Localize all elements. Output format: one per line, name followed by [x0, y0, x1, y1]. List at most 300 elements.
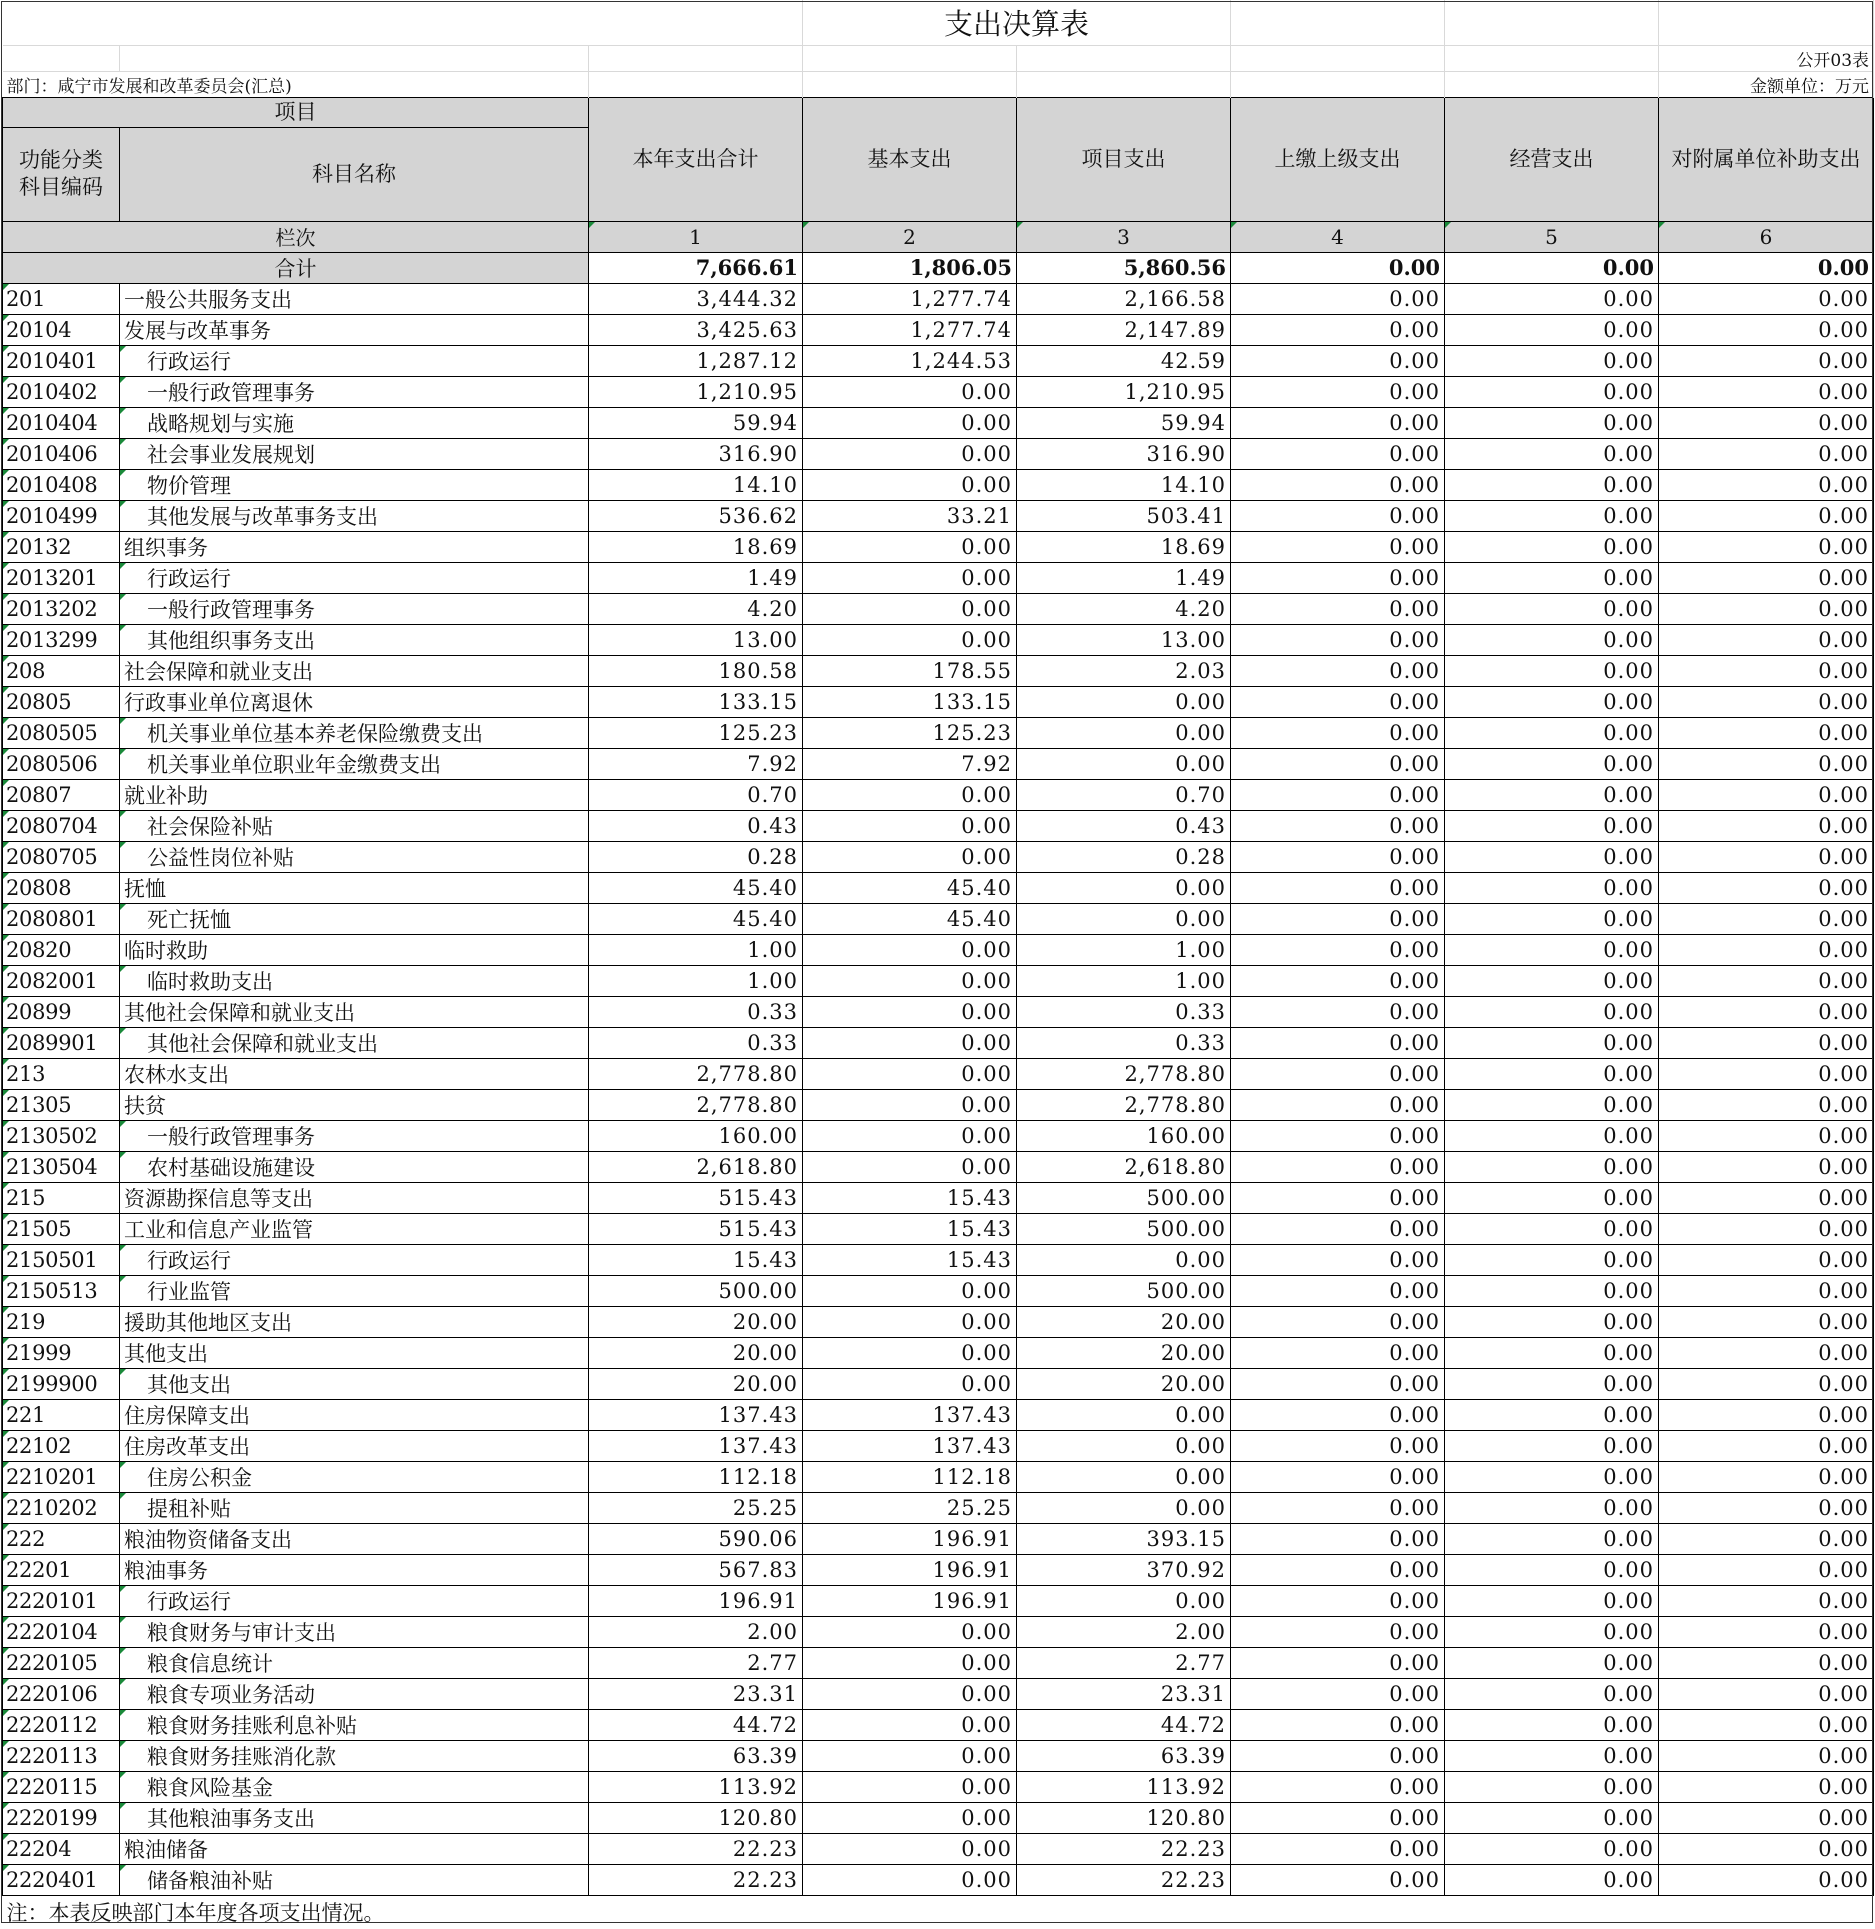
- subject-name: 发展与改革事务: [120, 314, 589, 345]
- amount-cell: 112.18: [589, 1461, 803, 1492]
- amount-cell: 0.00: [1445, 1523, 1659, 1554]
- amount-cell: 2,618.80: [1017, 1151, 1231, 1182]
- subject-name: 社会保障和就业支出: [120, 655, 589, 686]
- amount-cell: 120.80: [1017, 1802, 1231, 1833]
- table-row: [3, 1213, 1874, 1244]
- amount-cell: 0.00: [1231, 810, 1445, 841]
- subject-name: 住房公积金: [120, 1461, 589, 1492]
- amount-cell: 23.31: [1017, 1678, 1231, 1709]
- amount-cell: 22.23: [1017, 1833, 1231, 1864]
- amount-cell: 0.00: [1659, 469, 1874, 500]
- amount-cell: 0.00: [1017, 1399, 1231, 1430]
- amount-cell: 0.00: [1445, 1864, 1659, 1895]
- subject-code: 2220112: [3, 1709, 120, 1740]
- amount-cell: 0.00: [803, 779, 1017, 810]
- amount-cell: 22.23: [589, 1864, 803, 1895]
- subject-name: 住房保障支出: [120, 1399, 589, 1430]
- amount-cell: 15.43: [803, 1182, 1017, 1213]
- amount-cell: 22.23: [589, 1833, 803, 1864]
- amount-cell: 500.00: [589, 1275, 803, 1306]
- amount-cell: 25.25: [589, 1492, 803, 1523]
- subject-name: 行业监管: [120, 1275, 589, 1306]
- amount-cell: 0.00: [1659, 1833, 1874, 1864]
- amount-cell: 0.00: [1445, 717, 1659, 748]
- subject-code: 2220401: [3, 1864, 120, 1895]
- amount-cell: 0.00: [1231, 407, 1445, 438]
- column-number: 5: [1445, 221, 1659, 252]
- amount-cell: 0.00: [1659, 531, 1874, 562]
- amount-cell: 0.00: [1445, 1709, 1659, 1740]
- amount-cell: 0.00: [1659, 810, 1874, 841]
- subject-code: 2210202: [3, 1492, 120, 1523]
- amount-cell: 0.00: [803, 1678, 1017, 1709]
- amount-cell: 1.00: [589, 965, 803, 996]
- amount-cell: 0.00: [1659, 965, 1874, 996]
- amount-unit-label: 金额单位：万元: [1659, 71, 1874, 97]
- amount-cell: 590.06: [589, 1523, 803, 1554]
- amount-cell: 0.00: [1231, 438, 1445, 469]
- header-col-total: 本年支出合计: [589, 97, 803, 221]
- table-row: [3, 1306, 1874, 1337]
- subject-name: 提租补贴: [120, 1492, 589, 1523]
- amount-cell: 0.00: [803, 1058, 1017, 1089]
- table-row: [3, 1802, 1874, 1833]
- amount-cell: 1,210.95: [589, 376, 803, 407]
- amount-cell: 0.00: [1231, 1120, 1445, 1151]
- amount-cell: 0.00: [1231, 1523, 1445, 1554]
- amount-cell: 500.00: [1017, 1275, 1231, 1306]
- amount-cell: 0.00: [1445, 407, 1659, 438]
- header-project: 项目: [3, 97, 589, 127]
- amount-cell: 0.00: [1017, 903, 1231, 934]
- amount-cell: 0.00: [1659, 438, 1874, 469]
- subject-name: 战略规划与实施: [120, 407, 589, 438]
- amount-cell: 567.83: [589, 1554, 803, 1585]
- amount-cell: 0.00: [1445, 500, 1659, 531]
- subject-code: 2080506: [3, 748, 120, 779]
- amount-cell: 0.00: [1659, 1182, 1874, 1213]
- subject-code: 2210201: [3, 1461, 120, 1492]
- amount-cell: 0.00: [1445, 1120, 1659, 1151]
- amount-cell: 0.00: [1659, 1213, 1874, 1244]
- amount-cell: 0.00: [1659, 1709, 1874, 1740]
- subject-name: 粮食财务与审计支出: [120, 1616, 589, 1647]
- amount-cell: 0.00: [1231, 1244, 1445, 1275]
- amount-cell: 0.00: [1231, 1213, 1445, 1244]
- amount-cell: 0.00: [1659, 1461, 1874, 1492]
- subject-name: 粮食专项业务活动: [120, 1678, 589, 1709]
- amount-cell: 0.00: [1445, 1368, 1659, 1399]
- table-row: [3, 438, 1874, 469]
- subject-code: 22204: [3, 1833, 120, 1864]
- subject-name: 农村基础设施建设: [120, 1151, 589, 1182]
- amount-cell: 0.00: [1231, 903, 1445, 934]
- amount-cell: 0.00: [1231, 1027, 1445, 1058]
- amount-cell: 0.00: [1659, 1275, 1874, 1306]
- subject-code: 2080801: [3, 903, 120, 934]
- amount-cell: 0.00: [1659, 624, 1874, 655]
- amount-cell: 0.00: [1445, 562, 1659, 593]
- amount-cell: 20.00: [589, 1306, 803, 1337]
- subject-code: 22102: [3, 1430, 120, 1461]
- amount-cell: 0.00: [803, 593, 1017, 624]
- amount-cell: 0.00: [803, 1027, 1017, 1058]
- amount-cell: 0.00: [803, 469, 1017, 500]
- table-row: [3, 1120, 1874, 1151]
- expenditure-table: [2, 0, 1874, 1929]
- amount-cell: 0.00: [1231, 376, 1445, 407]
- amount-cell: 0.00: [1231, 1461, 1445, 1492]
- table-row: [3, 810, 1874, 841]
- amount-cell: 0.00: [1231, 1864, 1445, 1895]
- header-col-project: 项目支出: [1017, 97, 1231, 221]
- subject-code: 21999: [3, 1337, 120, 1368]
- amount-cell: 0.00: [1659, 686, 1874, 717]
- amount-cell: 15.43: [803, 1213, 1017, 1244]
- amount-cell: 0.00: [1659, 748, 1874, 779]
- amount-cell: 0.00: [1659, 717, 1874, 748]
- amount-cell: 0.00: [803, 810, 1017, 841]
- amount-cell: 196.91: [589, 1585, 803, 1616]
- subject-code: 20807: [3, 779, 120, 810]
- amount-cell: 59.94: [1017, 407, 1231, 438]
- amount-cell: 0.00: [1445, 1461, 1659, 1492]
- amount-cell: 45.40: [803, 903, 1017, 934]
- amount-cell: 1,277.74: [803, 283, 1017, 314]
- amount-cell: 0.00: [803, 1120, 1017, 1151]
- amount-cell: 503.41: [1017, 500, 1231, 531]
- amount-cell: 515.43: [589, 1182, 803, 1213]
- amount-cell: 0.00: [803, 407, 1017, 438]
- amount-cell: 1.49: [589, 562, 803, 593]
- subject-code: 20104: [3, 314, 120, 345]
- amount-cell: 0.00: [1659, 1492, 1874, 1523]
- subject-name: 抚恤: [120, 872, 589, 903]
- amount-cell: 137.43: [803, 1430, 1017, 1461]
- amount-cell: 0.00: [803, 996, 1017, 1027]
- table-row: [3, 1709, 1874, 1740]
- table-row: [3, 407, 1874, 438]
- total-value: 0.00: [1231, 252, 1445, 283]
- subject-code: 2013299: [3, 624, 120, 655]
- amount-cell: 0.00: [1445, 810, 1659, 841]
- subject-code: 2080505: [3, 717, 120, 748]
- amount-cell: 0.00: [1231, 1337, 1445, 1368]
- amount-cell: 0.28: [589, 841, 803, 872]
- amount-cell: 0.00: [1231, 531, 1445, 562]
- amount-cell: 0.00: [1445, 1740, 1659, 1771]
- amount-cell: 0.00: [1017, 1585, 1231, 1616]
- subject-name: 组织事务: [120, 531, 589, 562]
- table-note: 注：本表反映部门本年度各项支出情况。: [6, 1901, 385, 1926]
- amount-cell: 0.33: [1017, 996, 1231, 1027]
- amount-cell: 196.91: [803, 1585, 1017, 1616]
- subject-name: 一般公共服务支出: [120, 283, 589, 314]
- amount-cell: 2,778.80: [1017, 1089, 1231, 1120]
- amount-cell: 393.15: [1017, 1523, 1231, 1554]
- subject-code: 2010402: [3, 376, 120, 407]
- amount-cell: 45.40: [589, 903, 803, 934]
- amount-cell: 2,778.80: [1017, 1058, 1231, 1089]
- subject-code: 2220113: [3, 1740, 120, 1771]
- table-row: [3, 500, 1874, 531]
- amount-cell: 0.00: [1231, 345, 1445, 376]
- subject-code: 2080704: [3, 810, 120, 841]
- subject-name: 粮油物资储备支出: [120, 1523, 589, 1554]
- amount-cell: 1,287.12: [589, 345, 803, 376]
- amount-cell: 0.00: [1445, 1833, 1659, 1864]
- amount-cell: 0.00: [1445, 686, 1659, 717]
- page-title: 支出决算表: [803, 0, 1231, 45]
- row-number-label: 栏次: [3, 221, 589, 252]
- amount-cell: 0.00: [1231, 1182, 1445, 1213]
- amount-cell: 0.00: [1445, 438, 1659, 469]
- amount-cell: 7.92: [803, 748, 1017, 779]
- amount-cell: 44.72: [1017, 1709, 1231, 1740]
- amount-cell: 0.00: [1017, 1430, 1231, 1461]
- amount-cell: 4.20: [589, 593, 803, 624]
- column-number: 2: [803, 221, 1017, 252]
- subject-code: 20805: [3, 686, 120, 717]
- form-number: 公开03表: [1659, 45, 1874, 71]
- subject-name: 行政运行: [120, 562, 589, 593]
- subject-code: 2010499: [3, 500, 120, 531]
- amount-cell: 0.33: [1017, 1027, 1231, 1058]
- header-col-upper: 上缴上级支出: [1231, 97, 1445, 221]
- subject-code: 2199900: [3, 1368, 120, 1399]
- amount-cell: 0.00: [1659, 1616, 1874, 1647]
- amount-cell: 316.90: [589, 438, 803, 469]
- amount-cell: 0.00: [803, 1647, 1017, 1678]
- amount-cell: 0.00: [1231, 469, 1445, 500]
- subject-code: 2220199: [3, 1802, 120, 1833]
- total-value: 0.00: [1659, 252, 1874, 283]
- table-row: [3, 1678, 1874, 1709]
- subject-name: 资源勘探信息等支出: [120, 1182, 589, 1213]
- amount-cell: 20.00: [1017, 1337, 1231, 1368]
- amount-cell: 0.00: [1445, 376, 1659, 407]
- subject-code: 219: [3, 1306, 120, 1337]
- subject-name: 机关事业单位职业年金缴费支出: [120, 748, 589, 779]
- amount-cell: 515.43: [589, 1213, 803, 1244]
- subject-code: 2220106: [3, 1678, 120, 1709]
- amount-cell: 0.00: [1445, 1027, 1659, 1058]
- amount-cell: 0.00: [1445, 841, 1659, 872]
- amount-cell: 0.00: [1659, 283, 1874, 314]
- table-row: [3, 314, 1874, 345]
- table-row: [3, 965, 1874, 996]
- amount-cell: 0.00: [1231, 655, 1445, 686]
- subject-code: 2080705: [3, 841, 120, 872]
- subject-code: 213: [3, 1058, 120, 1089]
- amount-cell: 0.00: [1445, 748, 1659, 779]
- subject-name: 行政运行: [120, 345, 589, 376]
- amount-cell: 113.92: [1017, 1771, 1231, 1802]
- amount-cell: 15.43: [803, 1244, 1017, 1275]
- amount-cell: 0.00: [1445, 965, 1659, 996]
- table-row: [3, 283, 1874, 314]
- subject-name: 物价管理: [120, 469, 589, 500]
- table-row: [3, 1399, 1874, 1430]
- table-row: [3, 748, 1874, 779]
- amount-cell: 0.00: [1445, 1399, 1659, 1430]
- amount-cell: 0.00: [1017, 872, 1231, 903]
- total-value: 1,806.05: [803, 252, 1017, 283]
- subject-name: 援助其他地区支出: [120, 1306, 589, 1337]
- table-row: [3, 1864, 1874, 1895]
- amount-cell: 0.00: [803, 1771, 1017, 1802]
- subject-name: 一般行政管理事务: [120, 1120, 589, 1151]
- amount-cell: 4.20: [1017, 593, 1231, 624]
- amount-cell: 0.00: [1659, 1802, 1874, 1833]
- amount-cell: 0.00: [1017, 717, 1231, 748]
- table-row: [3, 1182, 1874, 1213]
- subject-code: 215: [3, 1182, 120, 1213]
- amount-cell: 45.40: [803, 872, 1017, 903]
- subject-code: 20132: [3, 531, 120, 562]
- table-row: [3, 1430, 1874, 1461]
- amount-cell: 0.00: [803, 1740, 1017, 1771]
- amount-cell: 20.00: [589, 1368, 803, 1399]
- column-number: 6: [1659, 221, 1874, 252]
- amount-cell: 0.00: [1231, 748, 1445, 779]
- amount-cell: 22.23: [1017, 1864, 1231, 1895]
- subject-name: 粮油储备: [120, 1833, 589, 1864]
- subject-name: 扶贫: [120, 1089, 589, 1120]
- amount-cell: 0.00: [1445, 345, 1659, 376]
- table-row: [3, 469, 1874, 500]
- amount-cell: 0.00: [1659, 500, 1874, 531]
- amount-cell: 0.70: [589, 779, 803, 810]
- amount-cell: 0.00: [1659, 1554, 1874, 1585]
- amount-cell: 1,210.95: [1017, 376, 1231, 407]
- amount-cell: 0.00: [1445, 655, 1659, 686]
- subject-code: 221: [3, 1399, 120, 1430]
- amount-cell: 0.00: [1231, 500, 1445, 531]
- subject-code: 208: [3, 655, 120, 686]
- amount-cell: 0.00: [1659, 1368, 1874, 1399]
- amount-cell: 0.00: [1231, 934, 1445, 965]
- subject-name: 粮食风险基金: [120, 1771, 589, 1802]
- amount-cell: 0.00: [1445, 1306, 1659, 1337]
- table-row: [3, 872, 1874, 903]
- amount-cell: 0.00: [1231, 1368, 1445, 1399]
- table-row: [3, 903, 1874, 934]
- subject-code: 21305: [3, 1089, 120, 1120]
- header-func-code: 功能分类科目编码: [3, 127, 120, 221]
- amount-cell: 0.00: [1659, 1647, 1874, 1678]
- subject-code: 201: [3, 283, 120, 314]
- amount-cell: 0.00: [1659, 1027, 1874, 1058]
- subject-code: 2150513: [3, 1275, 120, 1306]
- amount-cell: 0.00: [1231, 624, 1445, 655]
- subject-name: 工业和信息产业监管: [120, 1213, 589, 1244]
- amount-cell: 0.00: [1445, 469, 1659, 500]
- amount-cell: 42.59: [1017, 345, 1231, 376]
- table-row: [3, 1089, 1874, 1120]
- amount-cell: 0.43: [1017, 810, 1231, 841]
- subject-code: 20820: [3, 934, 120, 965]
- amount-cell: 0.00: [1231, 314, 1445, 345]
- subject-code: 2220104: [3, 1616, 120, 1647]
- amount-cell: 500.00: [1017, 1182, 1231, 1213]
- department-label: 部门：咸宁市发展和改革委员会(汇总): [3, 71, 589, 97]
- subject-code: 2130504: [3, 1151, 120, 1182]
- amount-cell: 0.00: [803, 624, 1017, 655]
- header-col-business: 经营支出: [1445, 97, 1659, 221]
- subject-name: 一般行政管理事务: [120, 593, 589, 624]
- column-number: 3: [1017, 221, 1231, 252]
- amount-cell: 0.33: [589, 996, 803, 1027]
- amount-cell: 0.00: [1231, 1833, 1445, 1864]
- amount-cell: 0.00: [1231, 1678, 1445, 1709]
- amount-cell: 63.39: [589, 1740, 803, 1771]
- amount-cell: 125.23: [589, 717, 803, 748]
- amount-cell: 0.00: [1231, 1802, 1445, 1833]
- total-value: 0.00: [1445, 252, 1659, 283]
- amount-cell: 0.00: [803, 1833, 1017, 1864]
- amount-cell: 2,778.80: [589, 1089, 803, 1120]
- amount-cell: 0.00: [1445, 1616, 1659, 1647]
- subject-code: 22201: [3, 1554, 120, 1585]
- amount-cell: 0.43: [589, 810, 803, 841]
- amount-cell: 0.00: [1445, 1244, 1659, 1275]
- table-row: [3, 1151, 1874, 1182]
- amount-cell: 0.00: [803, 1368, 1017, 1399]
- amount-cell: 0.00: [803, 1275, 1017, 1306]
- amount-cell: 133.15: [589, 686, 803, 717]
- amount-cell: 0.00: [1659, 872, 1874, 903]
- amount-cell: 0.00: [803, 1802, 1017, 1833]
- amount-cell: 1,277.74: [803, 314, 1017, 345]
- amount-cell: 0.00: [1659, 345, 1874, 376]
- amount-cell: 0.00: [1231, 1275, 1445, 1306]
- total-label: 合计: [3, 252, 589, 283]
- amount-cell: 0.00: [1017, 1461, 1231, 1492]
- amount-cell: 0.00: [1659, 655, 1874, 686]
- amount-cell: 0.00: [1445, 624, 1659, 655]
- amount-cell: 125.23: [803, 717, 1017, 748]
- amount-cell: 0.00: [803, 438, 1017, 469]
- amount-cell: 2.77: [1017, 1647, 1231, 1678]
- amount-cell: 137.43: [589, 1399, 803, 1430]
- amount-cell: 15.43: [589, 1244, 803, 1275]
- amount-cell: 0.00: [1231, 779, 1445, 810]
- amount-cell: 0.00: [1231, 1430, 1445, 1461]
- table-row: [3, 593, 1874, 624]
- amount-cell: 0.00: [1659, 934, 1874, 965]
- table-row: [3, 1492, 1874, 1523]
- table-row: [3, 934, 1874, 965]
- table-row: [3, 1647, 1874, 1678]
- amount-cell: 0.00: [1231, 1058, 1445, 1089]
- subject-code: 2013201: [3, 562, 120, 593]
- amount-cell: 0.33: [589, 1027, 803, 1058]
- subject-name: 死亡抚恤: [120, 903, 589, 934]
- amount-cell: 0.00: [1231, 965, 1445, 996]
- subject-code: 2082001: [3, 965, 120, 996]
- amount-cell: 0.00: [1659, 779, 1874, 810]
- amount-cell: 33.21: [803, 500, 1017, 531]
- subject-code: 2010404: [3, 407, 120, 438]
- amount-cell: 0.00: [803, 965, 1017, 996]
- amount-cell: 20.00: [1017, 1368, 1231, 1399]
- table-row: [3, 1244, 1874, 1275]
- subject-name: 行政运行: [120, 1244, 589, 1275]
- amount-cell: 59.94: [589, 407, 803, 438]
- amount-cell: 536.62: [589, 500, 803, 531]
- amount-cell: 0.00: [1231, 872, 1445, 903]
